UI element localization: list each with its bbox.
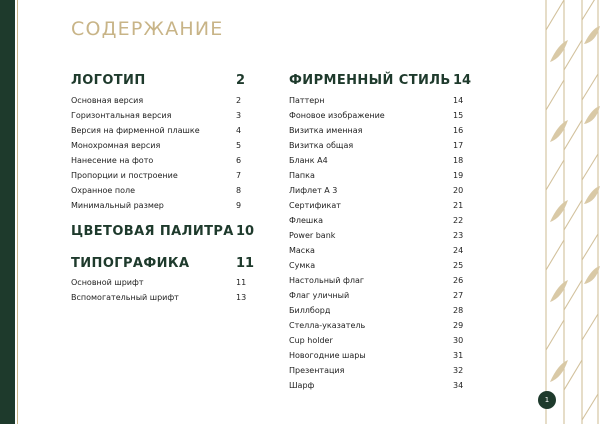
section-page-number: 2	[236, 73, 246, 88]
toc-entry-page: 21	[453, 201, 464, 210]
toc-entry-label: Настольный флаг	[289, 276, 365, 285]
toc-section-palette	[71, 224, 256, 244]
toc-entry-page: 32	[453, 366, 464, 375]
toc-entry-label: Флешка	[289, 216, 323, 225]
toc-entry[interactable]	[71, 199, 246, 214]
toc-entry-label: Вспомогательный шрифт	[71, 293, 179, 302]
toc-entry[interactable]	[289, 289, 474, 304]
toc-entry[interactable]	[289, 274, 474, 289]
toc-entry[interactable]	[289, 139, 474, 154]
section-heading[interactable]	[71, 224, 256, 244]
toc-entry[interactable]	[289, 199, 474, 214]
toc-entry-page: 25	[453, 261, 464, 270]
toc-entry-page: 16	[453, 126, 464, 135]
toc-entry-page: 4	[236, 126, 242, 135]
toc-entry[interactable]	[71, 169, 246, 184]
toc-entry[interactable]	[289, 229, 474, 244]
left-accent-band	[0, 0, 15, 424]
section-title: ФИРМЕННЫЙ СТИЛЬ	[289, 73, 451, 88]
toc-entry-label: Новогодние шары	[289, 351, 366, 360]
section-page-number: 10	[236, 224, 255, 239]
toc-entry-label: Монохромная версия	[71, 141, 161, 150]
section-title: ЛОГОТИП	[71, 73, 146, 88]
toc-entry[interactable]	[71, 184, 246, 199]
toc-entry[interactable]	[289, 169, 474, 184]
toc-entry-label: Маска	[289, 246, 315, 255]
toc-entry-page: 29	[453, 321, 464, 330]
toc-entry-label: Визитка общая	[289, 141, 354, 150]
toc-entry-label: Шарф	[289, 381, 315, 390]
toc-entry-label: Паттерн	[289, 96, 325, 105]
toc-entry-page: 6	[236, 156, 242, 165]
toc-entry[interactable]	[289, 109, 474, 124]
toc-entry-page: 2	[236, 96, 242, 105]
toc-entry-page: 14	[453, 96, 464, 105]
toc-entry-label: Сертификат	[289, 201, 341, 210]
toc-entry[interactable]	[289, 94, 474, 109]
page-title: СОДЕРЖАНИЕ	[71, 18, 224, 40]
toc-entry-label: Cup holder	[289, 336, 333, 345]
toc-entry-label: Основной шрифт	[71, 278, 144, 287]
toc-entry-label: Основная версия	[71, 96, 144, 105]
toc-entry-label: Визитка именная	[289, 126, 363, 135]
toc-entry-label: Горизонтальная версия	[71, 111, 172, 120]
toc-entry-page: 23	[453, 231, 464, 240]
toc-entry-page: 34	[453, 381, 464, 390]
toc-entry-page: 27	[453, 291, 464, 300]
toc-entry-label: Флаг уличный	[289, 291, 350, 300]
toc-entry-label: Минимальный размер	[71, 201, 164, 210]
toc-entry-label: Пропорции и построение	[71, 171, 178, 180]
page-number-badge: 1	[538, 391, 556, 409]
toc-entry-page: 15	[453, 111, 464, 120]
toc-entry[interactable]	[289, 349, 474, 364]
toc-entry-page: 26	[453, 276, 464, 285]
toc-entry[interactable]	[289, 154, 474, 169]
toc-section-typography	[71, 256, 256, 306]
toc-entry-page: 11	[236, 278, 247, 287]
toc-entry[interactable]	[289, 334, 474, 349]
toc-entry[interactable]	[289, 364, 474, 379]
toc-entry[interactable]	[71, 154, 246, 169]
toc-entry-label: Power bank	[289, 231, 336, 240]
toc-entry[interactable]	[71, 124, 246, 139]
toc-entry[interactable]	[289, 124, 474, 139]
toc-entry-page: 19	[453, 171, 464, 180]
toc-section-corporate-style	[289, 73, 474, 394]
toc-entry-page: 24	[453, 246, 464, 255]
toc-entry[interactable]	[289, 379, 474, 394]
toc-entry-label: Лифлет А 3	[289, 186, 338, 195]
toc-entry-label: Сумка	[289, 261, 316, 270]
section-title: ТИПОГРАФИКА	[71, 256, 190, 271]
toc-entry-label: Версия на фирменной плашке	[71, 126, 200, 135]
toc-entry-label: Охранное поле	[71, 186, 135, 195]
toc-entry[interactable]	[289, 259, 474, 274]
toc-entry-page: 18	[453, 156, 464, 165]
toc-entry-label: Фоновое изображение	[289, 111, 385, 120]
toc-entry-label: Папка	[289, 171, 315, 180]
section-page-number: 11	[236, 256, 255, 271]
toc-entry[interactable]	[71, 94, 246, 109]
toc-entry-page: 13	[236, 293, 247, 302]
section-heading[interactable]	[71, 256, 256, 276]
section-heading[interactable]	[71, 73, 246, 93]
toc-entry[interactable]	[289, 214, 474, 229]
toc-entry-page: 28	[453, 306, 464, 315]
toc-entry[interactable]	[289, 319, 474, 334]
section-heading[interactable]	[289, 73, 474, 93]
toc-entry-label: Бланк А4	[289, 156, 328, 165]
toc-entry-label: Биллборд	[289, 306, 331, 315]
toc-entry[interactable]	[71, 276, 256, 291]
decorative-leaf-pattern	[540, 0, 600, 424]
toc-entry-page: 7	[236, 171, 242, 180]
section-page-number: 14	[453, 73, 472, 88]
toc-entry-label: Презентация	[289, 366, 345, 375]
toc-entry-page: 31	[453, 351, 464, 360]
section-title: ЦВЕТОВАЯ ПАЛИТРА	[71, 224, 234, 239]
toc-entry-label: Стелла-указатель	[289, 321, 366, 330]
toc-entry-page: 17	[453, 141, 464, 150]
left-gold-rule	[17, 0, 18, 424]
toc-entry-page: 3	[236, 111, 242, 120]
toc-entry[interactable]	[71, 109, 246, 124]
toc-entry[interactable]	[289, 304, 474, 319]
toc-entry[interactable]	[289, 184, 474, 199]
toc-entry-page: 8	[236, 186, 242, 195]
toc-entry[interactable]	[289, 244, 474, 259]
toc-entry-page: 20	[453, 186, 464, 195]
toc-entry-page: 22	[453, 216, 464, 225]
toc-entry[interactable]	[71, 139, 246, 154]
toc-entry-label: Нанесение на фото	[71, 156, 154, 165]
toc-section-logo	[71, 73, 246, 214]
toc-entry[interactable]	[71, 291, 256, 306]
toc-entry-page: 30	[453, 336, 464, 345]
toc-entry-page: 5	[236, 141, 242, 150]
toc-entry-page: 9	[236, 201, 242, 210]
